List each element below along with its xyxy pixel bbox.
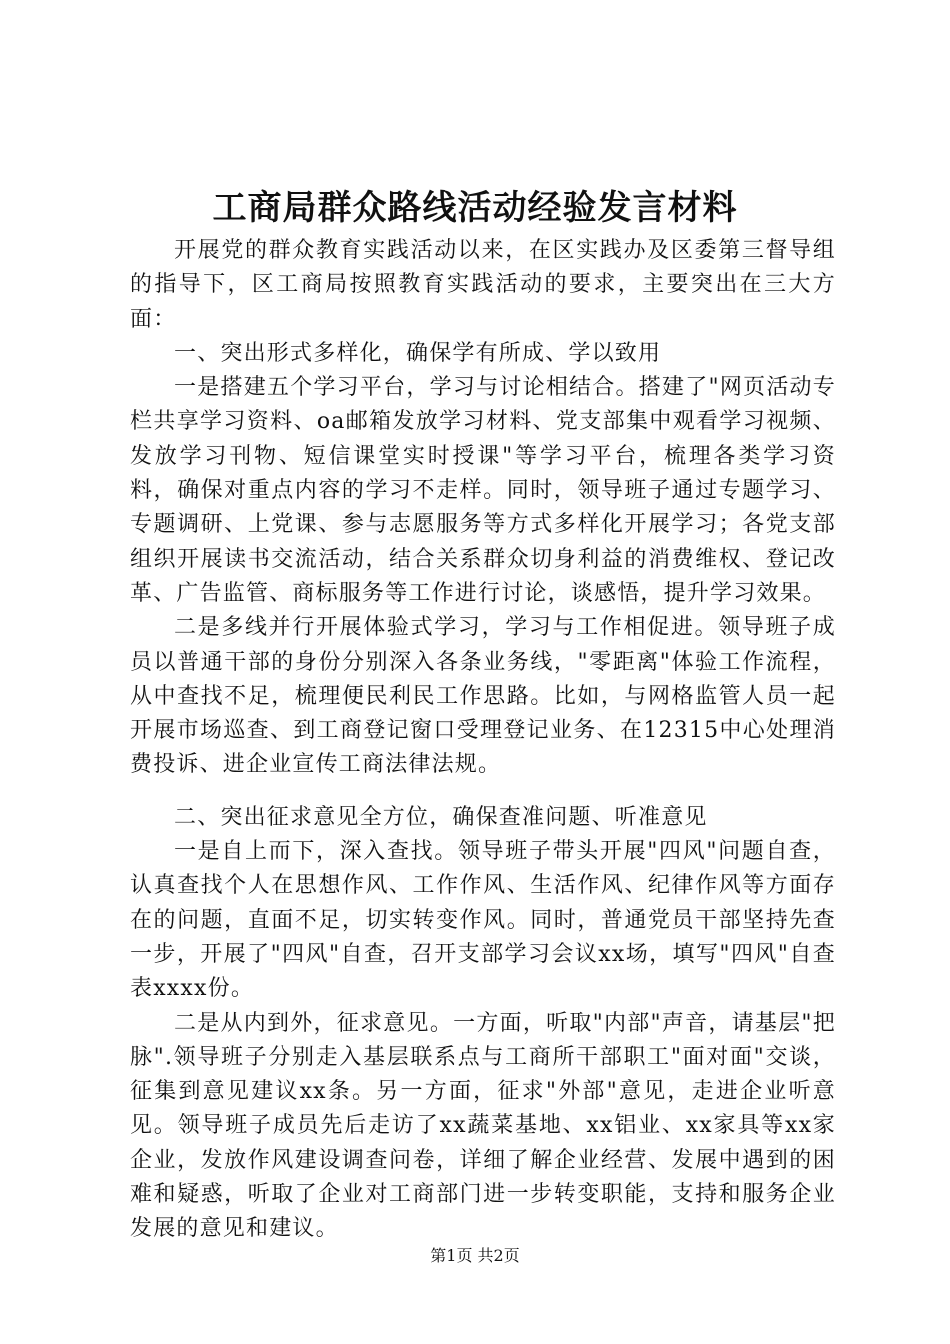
section-heading-2: 二、突出征求意见全方位，确保查准问题、听准意见 bbox=[174, 804, 708, 830]
page-number-footer: 第1页 共2页 bbox=[430, 1246, 520, 1265]
intro-paragraph: 开展党的群众教育实践活动以来，在区实践办及区委第三督导组的指导下，区工商局按照教育实践活动的要求，主要突出在三大方面： bbox=[130, 238, 836, 332]
section-1-paragraph-2: 二是多线并行开展体验式学习，学习与工作相促进。领导班子成员以普通干部的身份分别深入各条业务线，"零距离"体验工作流程，从中查找不足，梳理便民利民工作思路。比如，与网格监管人员一起开展市场巡查、到工商登记窗口受理登记业务、在12315中心处理消费投诉、进企业宣传工商法律法规。 bbox=[130, 615, 836, 778]
document-title: 工商局群众路线活动经验发言材料 bbox=[212, 188, 738, 228]
paragraph-gap bbox=[130, 783, 836, 801]
section-2-paragraph-2: 二是从内到外，征求意见。一方面，听取"内部"声音，请基层"把脉".领导班子分别走入基层联系点与工商所干部职工"面对面"交谈，征集到意见建议xx条。另一方面，征求"外部"意见，走进企业听意见。领导班子成员先后走访了xx蔬菜基地、xx铝业、xx家具等xx家企业，发放作风建设调查问卷，详细了解企业经营、发展中遇到的困难和疑惑，听取了企业对工商部门进一步转变职能，支持和服务企业发展的意见和建议。 bbox=[130, 1010, 836, 1242]
document-body bbox=[130, 234, 836, 1247]
section-1-paragraph-1: 一是搭建五个学习平台，学习与讨论相结合。搭建了"网页活动专栏共享学习资料、oa邮箱发放学习材料、党支部集中观看学习视频、发放学习刊物、短信课堂实时授课"等学习平台，梳理各类学习资料，确保对重点内容的学习不走样。同时，领导班子通过专题学习、专题调研、上党课、参与志愿服务等方式多样化开展学习；各党支部组织开展读书交流活动，结合关系群众切身利益的消费维权、登记改革、广告监管、商标服务等工作进行讨论，谈感悟，提升学习效果。 bbox=[130, 375, 836, 606]
section-heading-1: 一、突出形式多样化，确保学有所成、学以致用 bbox=[174, 340, 662, 366]
section-2-paragraph-1: 一是自上而下，深入查找。领导班子带头开展"四风"问题自查，认真查找个人在思想作风、工作作风、生活作风、纪律作风等方面存在的问题，直面不足，切实转变作风。同时，普通党员干部坚持先查一步，开展了"四风"自查，召开支部学习会议xx场，填写"四风"自查表xxxx份。 bbox=[130, 839, 836, 1002]
